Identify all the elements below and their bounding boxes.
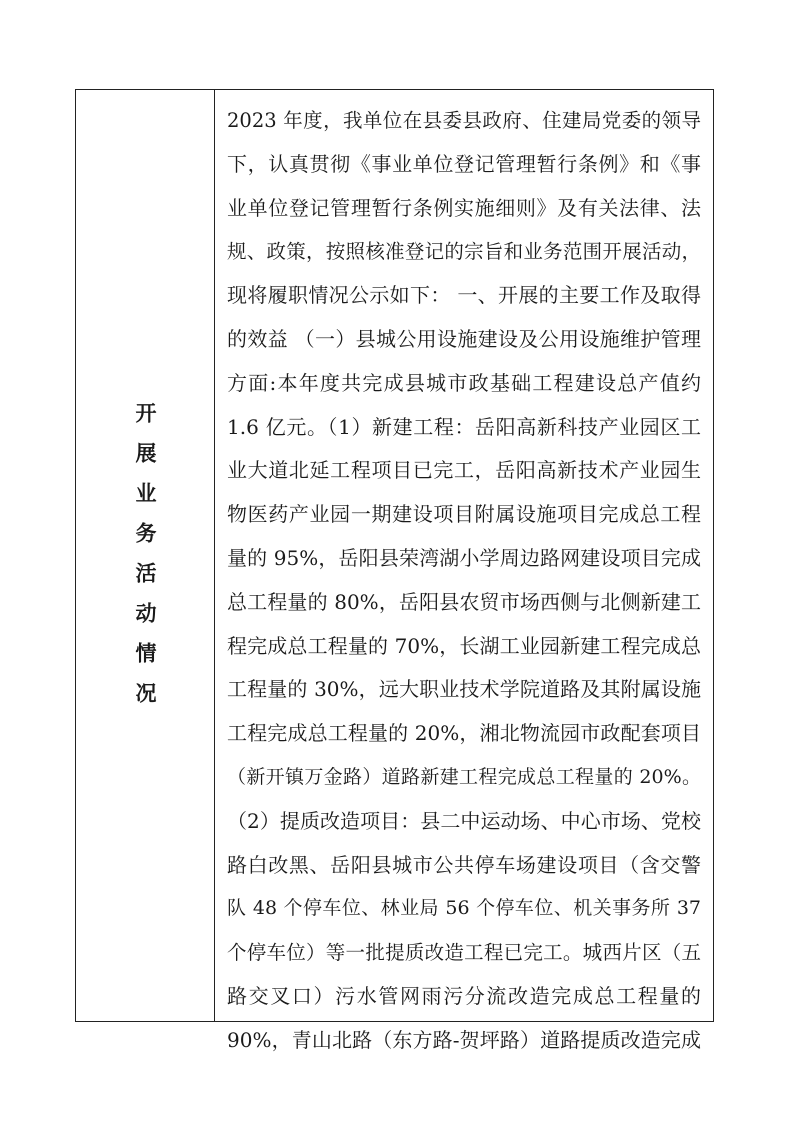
content-line-1: 2023 年度，我单位在县委县政府、住建局党委的领导 — [227, 109, 701, 132]
section-label: 开展业务活动情况 — [133, 401, 157, 722]
content-line-5: 现将履职情况公示如下： 一、开展的主要工作及取得 — [227, 283, 701, 308]
content-line-7: 方面:本年度共完成县城市政基础工程建设总产值约 — [227, 370, 701, 395]
content-line-3: 业单位登记管理暂行条例实施细则》及有关法律、法 — [227, 195, 701, 220]
content-cell — [215, 90, 713, 1052]
content-line-14: 工程量的 30%，远大职业技术学院道路及其附属设施 — [227, 677, 701, 702]
content-line-9: 业大道北延工程项目已完工，岳阳高新技术产业园生 — [227, 458, 701, 483]
content-line-21: 路交叉口）污水管网雨污分流改造完成总工程量的 — [227, 983, 701, 1008]
info-table — [75, 89, 714, 1052]
content-line-12: 总工程量的 80%，岳阳县农贸市场西侧与北侧新建工 — [227, 589, 701, 614]
content-line-6: 的效益 （一）县城公用设施建设及公用设施维护管理 — [227, 326, 701, 351]
content-line-13: 程完成总工程量的 70%，长湖工业园新建工程完成总 — [227, 633, 701, 658]
content-line-10: 物医药产业园一期建设项目附属设施项目完成总工程 — [227, 502, 701, 527]
content-line-20: 个停车位）等一批提质改造工程已完工。城西片区（五 — [227, 941, 701, 965]
label-cell — [76, 90, 215, 1021]
content-line-4: 规、政策，按照核准登记的宗旨和业务范围开展活动， — [227, 240, 701, 264]
content-line-19: 队 48 个停车位、林业局 56 个停车位、机关事务所 37 — [227, 897, 701, 920]
content-line-15: 工程完成总工程量的 20%，湘北物流园市政配套项目 — [227, 721, 701, 746]
content-line-8: 1.6 亿元。（1）新建工程：岳阳高新科技产业园区工 — [227, 414, 701, 439]
content-line-2: 下，认真贯彻《事业单位登记管理暂行条例》和《事 — [227, 151, 701, 176]
content-line-18: 路白改黑、岳阳县城市公共停车场建设项目（含交警 — [227, 852, 701, 877]
content-line-11: 量的 95%，岳阳县荣湾湖小学周边路网建设项目完成 — [227, 545, 701, 570]
content-line-17: （2）提质改造项目：县二中运动场、中心市场、党校 — [227, 808, 701, 833]
content-line-22: 90%，青山北路（东方路-贺坪路）道路提质改造完成 — [227, 1027, 701, 1052]
content-line-16: （新开镇万金路）道路新建工程完成总工程量的 20%。 — [227, 765, 701, 788]
